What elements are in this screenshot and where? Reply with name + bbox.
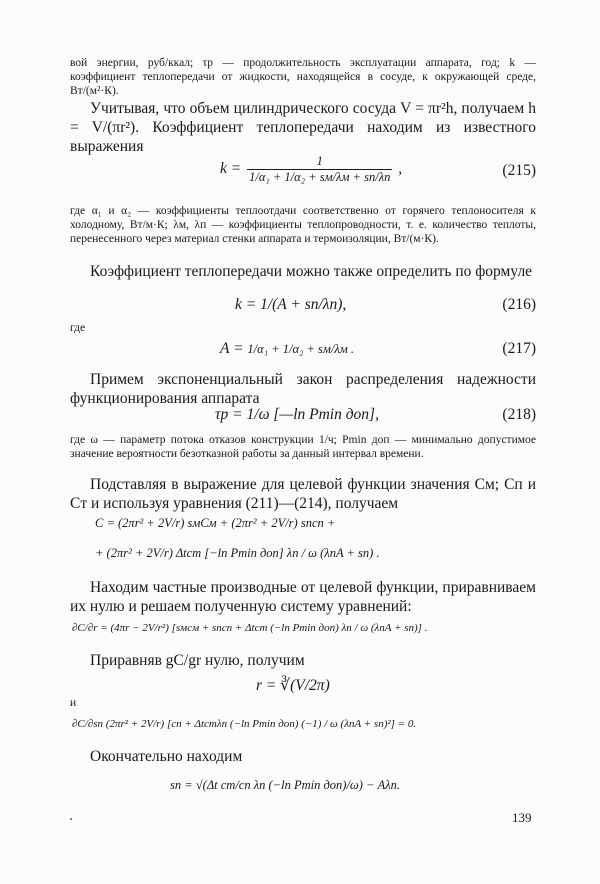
paragraph-derivatives: Находим частные производные от целевой функции, приравниваем их нулю и решаем полученную систему уравнений: <box>70 579 536 615</box>
equation-218 <box>70 406 536 428</box>
eq-217-lhs: A = <box>220 340 244 357</box>
and-label: и <box>70 697 77 709</box>
eq-215-lhs: k = <box>220 160 242 178</box>
paragraph-reliability: Примем экспоненциальный закон распределения надежности функционирования аппарата <box>70 371 536 407</box>
note-218: где ω — параметр потока отказов конструкции 1/ч; Pmin доп — минимально допустимое значение вероятности безотказной работы за данный интервал времени. <box>70 434 536 460</box>
equation-s: sп = √(Δt cт/cп λп (−ln Pmin доп)/ω) − Aλп. <box>170 778 401 792</box>
equation-C-line1: C = (2πr² + 2V/r) sмCм + (2πr² + 2V/r) sпcп + <box>95 516 336 530</box>
eq-216-number: (216) <box>502 296 536 313</box>
paragraph-equate: Приравняв gC/gr нулю, получим <box>90 652 305 669</box>
paragraph-formula: Коэффициент теплопередачи можно также определить по формуле <box>90 263 533 280</box>
equation-215: k = 1 1/α₁ + 1/α₂ + sм/λм + sп/λп , (215) <box>220 154 536 184</box>
eq-215-number: (215) <box>502 162 536 179</box>
paragraph-volume: Учитывая, что объем цилиндрического сосуда V = πr²h, получаем h = V/(πr²). Коэффициент теплопередачи находим из известного выражения <box>70 100 536 155</box>
page-number: 139 <box>512 810 532 825</box>
equation-217 <box>70 340 536 362</box>
eq-215-denominator: 1/α₁ + 1/α₂ + sм/λм + sп/λп <box>249 170 391 184</box>
eq-216-body: k = 1/(A + sп/λп), <box>235 296 347 313</box>
speck <box>70 818 72 820</box>
equation-dCdr: ∂C/∂r = (4πr − 2V/r²) [sмcм + sпcп + Δtcт (−ln Pmin доп) λп / ω (λпA + sп)] . <box>72 622 428 634</box>
eq-217-rhs: 1/α₁ + 1/α₂ + sм/λм . <box>247 342 354 356</box>
eq-218-body: τр = 1/ω [—ln Pmin доп], <box>215 406 379 423</box>
paragraph-finally: Окончательно находим <box>90 748 243 765</box>
eq-217-number: (217) <box>502 340 536 357</box>
paragraph-substitution: Подставляя в выражение для целевой функции значения Cм; Cп и Cт и используя уравнения (211)—(214), получаем <box>70 476 536 512</box>
equation-C-line2: + (2πr² + 2V/r) Δtcт [−ln Pmin доп] λп / ω (λпA + sп) . <box>95 546 380 560</box>
equation-216 <box>70 296 536 318</box>
note-215: где α₁ и α₂ — коэффициенты теплоотдачи соответственно от горячего теплоносителя к холодному, Вт/м·К; λм, λп — коэффициенты теплопроводности, т. е. количество теплоты, перенесенного через материал стенки аппарата и термоизоляции, Вт/(м·К). <box>70 205 536 245</box>
where-label: где <box>70 322 86 334</box>
eq-218-number: (218) <box>502 406 536 423</box>
equation-r: r = ∛(V/2π) <box>256 677 330 694</box>
top-paragraph: вой энергии, руб/ккал; τр — продолжительность эксплуатации аппарата, год; k — коэффициент теплопередачи от жидкости, находящейся в сосуде, к окружающей среде, Вт/(м²·К). <box>70 57 536 97</box>
equation-dCds: ∂C/∂sп (2πr² + 2V/r) [cп + Δtcтλп (−ln Pmin доп) (−1) / ω (λпA + sп)²] = 0. <box>72 718 417 730</box>
eq-215-numerator: 1 <box>247 154 392 170</box>
